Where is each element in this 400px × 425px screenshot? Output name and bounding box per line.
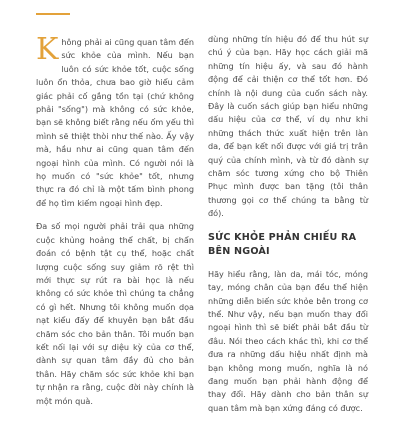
intro-text: hông phải ai cũng quan tâm đến sức khỏe của mình. Nếu bạn luôn có sức khỏe tốt, cuộc sống luôn ổn thỏa, chưa bao giờ hiểu cảm giác phải cố gắng tồn tại (chứ không phải "sống") mà không có sức khỏe, bạn sẽ không biết rằng nếu ốm yếu thì mình sẽ thiệt thòi như thế nào. Ấy vậy mà, hầu như ai cũng quan tâm đến ngoại hình của mình. Có người nói là họ muốn có "sức khỏe" tốt, nhưng thực ra đó chỉ là một tấm bình phong để họ tìm kiếm ngoại hình đẹp. (36, 37, 194, 208)
drop-cap: K (36, 32, 59, 67)
body-paragraph-4: Hãy hiểu rằng, làn da, mái tóc, móng tay, móng chân của bạn đều thể hiện những diễn biến sức khỏe bên trong cơ thể. Như vậy, nếu bạn muốn thay đổi ngoại hình thì sẽ biết phải bắt đầu từ đâu. Nói theo cách khác thì, khi cơ thể đưa ra những dấu hiệu nhất định mà bạn không mong muốn, nghĩa là nó đang muốn bạn phải hành động để thay đổi. Hãy dành cho bản thân sự quan tâm mà bạn xứng đáng có được. (208, 268, 368, 413)
left-column (36, 32, 194, 418)
section-heading: SỨC KHỎE PHẢN CHIẾU RA BÊN NGOÀI (208, 231, 357, 257)
body-paragraph-3: dùng những tín hiệu đó để thu hút sự chú ý của bạn. Hãy học cách giải mã những tín hiệu ấy, và sau đó hành động để cải thiện cơ thể tốt hơn. Đó chính là nội dung của cuốn sách này. Đây là cuốn sách giúp bạn hiểu những dấu hiệu của cơ thể, ví dụ như khi những thách thức xuất hiện trên làn da, để bạn kết nối được với giá trị trân quý của chính mình, và từ đó dành sự chăm sóc tương xứng cho bộ Thiên Phục mình được ban tặng (tôi thân thương gọi cơ thể chúng ta bằng từ đó). (208, 34, 368, 219)
right-column (208, 33, 368, 425)
section-rule (36, 13, 70, 15)
body-paragraph-2: Đa số mọi người phải trải qua những cuộc khủng hoảng thể chất, bị chẩn đoán có bệnh tật cụ thể, hoặc chất lượng cuộc sống suy giảm rõ rệt thì mới thực sự rút ra bài học là nếu không có sức khỏe thì chúng ta chẳng có gì hết. Nhưng tôi không muốn dọa nạt kiểu đấy để khuyên bạn bắt đầu chăm sóc cho bản thân. Tôi muốn bạn kết nối lại với sự diệu kỳ của cơ thể, dành sự quan tâm đầy đủ cho bản thân. Hãy chăm sóc sức khỏe khi bạn tự nhận ra rằng, cuộc đời này chính là một món quà. (36, 221, 194, 406)
intro-paragraph (36, 32, 194, 210)
